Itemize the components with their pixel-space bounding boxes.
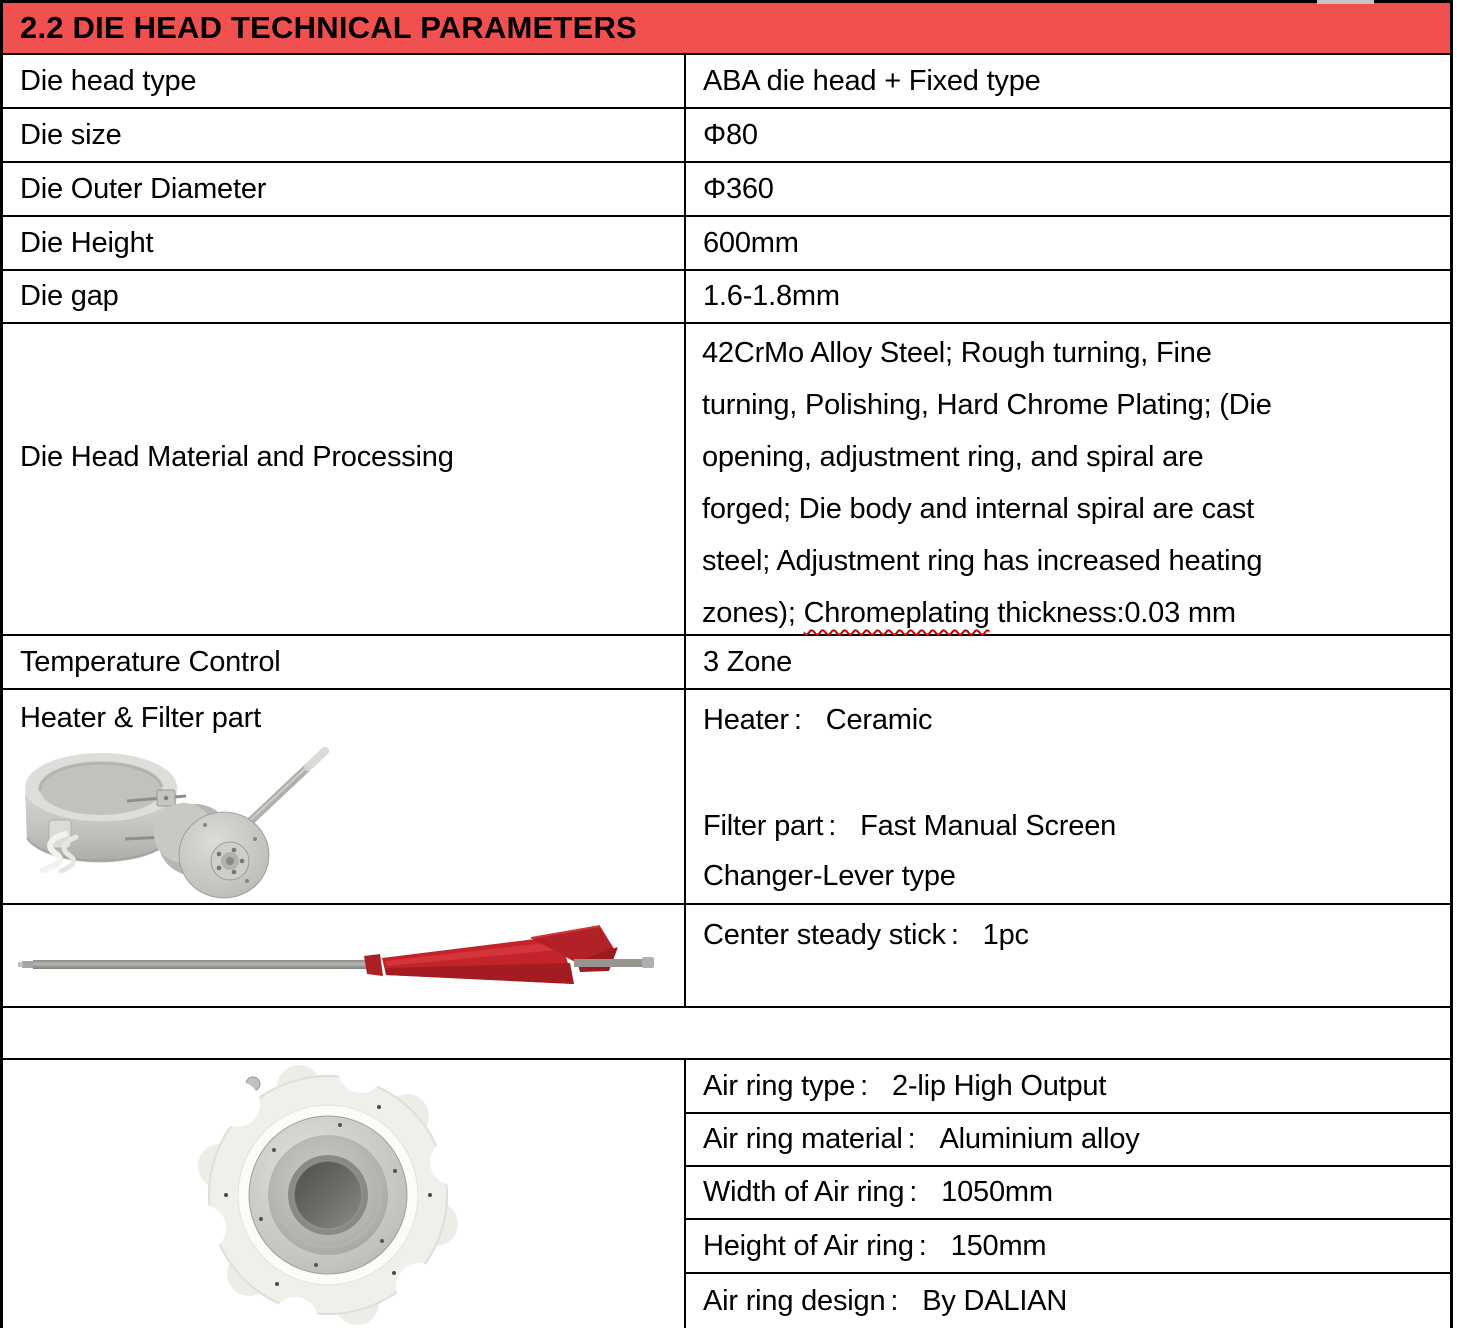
cell-label [3,109,686,161]
row-label: Die head type [20,64,197,97]
material-text: thickness:0.03 mm [989,597,1236,629]
spec-value: Aluminium alloy [939,1123,1140,1155]
cell-value [686,690,1450,903]
row-label: Die Head Material and Processing [20,440,454,473]
table-title: 2.2 DIE HEAD TECHNICAL PARAMETERS [20,10,637,45]
row-value: Φ80 [703,118,758,151]
cell-value [686,271,1450,322]
spec-label: Air ring design [703,1284,886,1317]
air-ring-photo [168,1062,498,1328]
top-scroll-artifact [1317,0,1374,4]
row-heater-filter [3,690,1450,905]
cell-label [3,636,686,688]
spec-value: Fast Manual Screen [860,810,1117,842]
spec-label: Center steady stick [703,919,946,951]
air-spec-row [686,1274,1450,1328]
spec-label: Filter part [703,810,824,842]
colon: : [918,1229,927,1262]
cell-value [686,324,1450,634]
filter-spec-line2 [703,860,956,893]
row-label: Die gap [20,280,119,312]
cell-label [3,163,686,215]
colon: : [793,704,802,736]
spellcheck-word: Chromeplating [803,597,990,629]
colon: : [828,810,837,842]
row-label: Temperature Control [20,645,281,678]
spec-value: By DALIAN [922,1284,1068,1317]
spec-value: 2-lip High Output [892,1069,1107,1102]
cell-label [3,217,686,269]
spec-value: 1pc [982,919,1029,951]
air-spec-row [686,1114,1450,1167]
row-die-head-type [3,55,1450,109]
filter-spec-line [703,810,1116,843]
row-value: 1.6-1.8mm [703,280,840,312]
row-value: 600mm [703,226,799,259]
spec-label: Heater [703,704,789,736]
material-line: forged; Die body and internal spiral are cast [702,493,1254,525]
cell-value [686,109,1450,161]
material-text: zones); [702,597,804,629]
colon: : [907,1123,916,1155]
row-die-gap [3,271,1450,324]
row-label: Die size [20,118,122,151]
colon: : [890,1284,899,1317]
heater-spec-line [703,704,932,737]
cell-label [3,271,686,322]
material-line: opening, adjustment ring, and spiral are [702,441,1204,473]
colon: : [860,1069,868,1102]
spec-label: Height of Air ring [703,1229,914,1262]
row-value: ABA die head + Fixed type [703,64,1041,97]
air-spec-row [686,1060,1450,1114]
stick-spec-line [703,919,1029,952]
row-air-ring [3,1060,1450,1328]
center-steady-stick-photo [17,919,667,1009]
cell-value [686,55,1450,107]
material-line [702,587,1426,639]
cell-value [686,217,1450,269]
material-line: steel; Adjustment ring has increased heating [702,545,1263,577]
spec-label: Air ring material [703,1123,903,1155]
cell-value [686,636,1450,688]
spacer-row [3,1008,1450,1060]
table-header-row [3,3,1450,55]
row-center-steady-stick [3,905,1450,1008]
row-label: Die Outer Diameter [20,172,267,205]
material-line: turning, Polishing, Hard Chrome Plating; (Die [702,389,1272,421]
air-ring-specs [686,1060,1450,1328]
row-label: Die Height [20,226,154,259]
row-value: Φ360 [703,172,774,205]
cell-label [3,55,686,107]
row-die-height [3,217,1450,271]
row-value: 3 Zone [703,645,793,678]
cell-value [686,905,1450,1006]
row-die-size [3,109,1450,163]
spec-value: Ceramic [825,704,933,736]
spec-value: 1050mm [941,1176,1053,1208]
cell-photo [3,905,686,1006]
air-spec-row [686,1167,1450,1220]
row-temperature-control [3,636,1450,690]
colon: : [909,1176,918,1208]
row-die-outer-diameter [3,163,1450,217]
spec-value: 150mm [950,1229,1047,1262]
row-label: Heater & Filter part [20,702,261,734]
spec-label: Width of Air ring [703,1176,905,1208]
material-line: 42CrMo Alloy Steel; Rough turning, Fine [702,337,1212,369]
air-spec-row [686,1220,1450,1274]
colon: : [950,919,959,951]
cell-label [3,690,686,903]
cell-photo [3,1060,686,1328]
cell-label [3,324,686,634]
spec-value: Changer-Lever type [703,860,956,892]
spec-label: Air ring type [703,1069,856,1102]
row-die-head-material [3,324,1450,636]
heater-and-filter-photos [9,738,354,900]
cell-value [686,163,1450,215]
lever-screen-changer-photo [154,751,325,898]
